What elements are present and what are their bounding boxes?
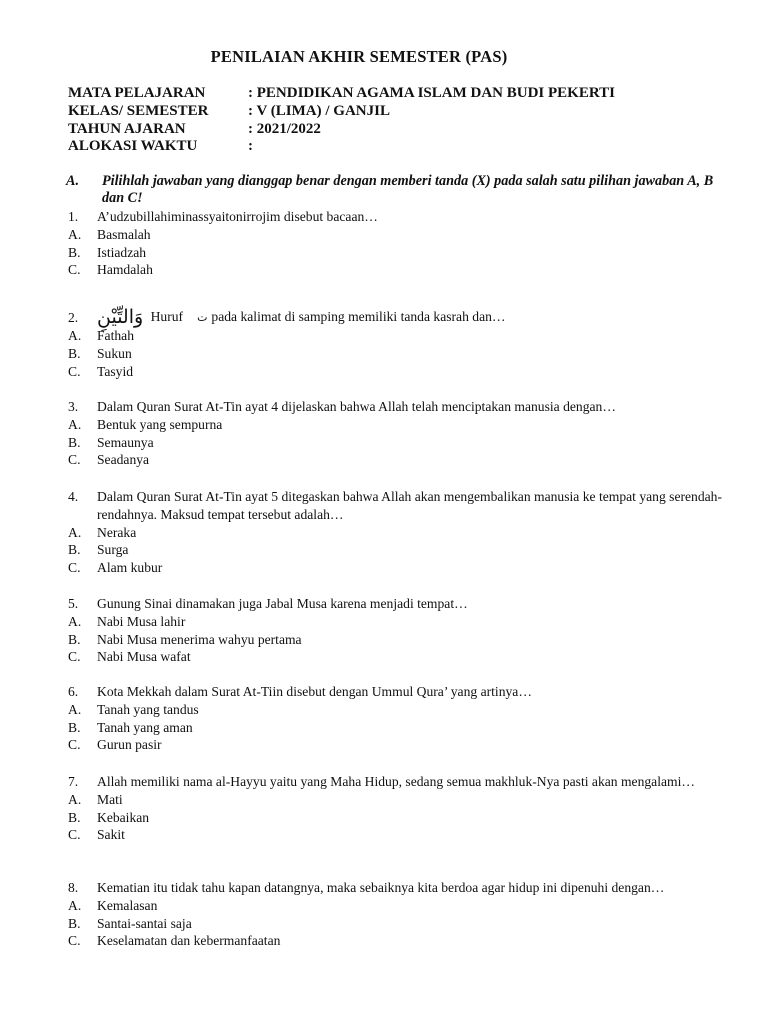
question-number: 2. (68, 310, 79, 326)
question-number: 4. (68, 489, 79, 504)
meta-row-class (68, 103, 615, 121)
option-text: Gurun pasir (97, 737, 162, 753)
option-a[interactable] (68, 791, 738, 809)
option-letter: A. (68, 897, 82, 913)
question-text: Kematian itu tidak tahu kapan datangnya, maka sebaiknya kita berdoa agar hidup ini dipenuhi dengan… (97, 880, 665, 895)
meta-row-subject (68, 85, 615, 103)
question-5 (68, 595, 738, 666)
option-letter: A. (68, 328, 82, 343)
question-6 (68, 683, 738, 754)
option-letter: B. (68, 631, 81, 647)
instruction-letter: A. (66, 173, 80, 189)
option-c[interactable] (68, 736, 738, 754)
option-letter: C. (68, 452, 81, 468)
meta-value: : (248, 138, 253, 155)
question-1 (68, 208, 738, 279)
option-a[interactable] (68, 613, 738, 631)
option-text: Neraka (97, 524, 137, 540)
option-c[interactable] (68, 451, 738, 469)
option-letter: C. (68, 649, 81, 665)
option-a[interactable] (68, 327, 738, 345)
question-2 (68, 300, 738, 380)
option-a[interactable] (68, 701, 738, 719)
option-c[interactable] (68, 648, 738, 666)
option-letter: C. (68, 737, 81, 753)
option-letter: B. (68, 809, 81, 825)
option-text: Bentuk yang sempurna (97, 416, 223, 432)
option-text: Seadanya (97, 452, 150, 468)
option-letter: A. (68, 524, 82, 540)
option-text: Santai-santai saja (97, 915, 192, 931)
option-c[interactable] (68, 363, 738, 381)
question-number: 7. (68, 774, 79, 789)
option-text: Sukun (97, 345, 132, 361)
exam-meta (68, 85, 615, 156)
instruction-text: Pilihlah jawaban yang dianggap benar dengan memberi tanda (X) pada salah satu pilihan jawaban A, B dan C! (102, 173, 714, 206)
option-b[interactable] (68, 345, 738, 363)
option-letter: B. (68, 719, 81, 735)
option-a[interactable] (68, 226, 738, 244)
question-number: 8. (68, 880, 79, 895)
question-number: 6. (68, 684, 79, 699)
question-text: Dalam Quran Surat At-Tin ayat 4 dijelaskan bahwa Allah telah menciptakan manusia dengan… (97, 399, 616, 414)
option-letter: B. (68, 915, 81, 931)
meta-label: KELAS/ SEMESTER (68, 102, 209, 119)
question-3 (68, 398, 738, 469)
option-a[interactable] (68, 897, 738, 915)
option-letter: A. (68, 791, 82, 807)
option-text: Nabi Musa wafat (97, 649, 191, 665)
option-letter: C. (68, 363, 81, 379)
question-text: pada kalimat di samping memiliki tanda kasrah dan… (211, 309, 506, 325)
option-text: Hamdalah (97, 262, 153, 278)
option-text: Istiadzah (97, 244, 147, 260)
option-text: Tasyid (97, 363, 134, 379)
option-c[interactable] (68, 261, 738, 279)
option-letter: C. (68, 262, 81, 278)
meta-row-year (68, 121, 615, 139)
meta-label: TAHUN AJARAN (68, 120, 186, 137)
option-b[interactable] (68, 719, 738, 737)
question-text: Gunung Sinai dinamakan juga Jabal Musa karena menjadi tempat… (97, 596, 468, 611)
option-a[interactable] (68, 524, 738, 542)
question-prefix: Huruf (150, 309, 184, 325)
option-b[interactable] (68, 434, 738, 452)
question-number: 3. (68, 399, 79, 414)
meta-value: : V (LIMA) / GANJIL (248, 102, 390, 119)
meta-value: : 2021/2022 (248, 120, 321, 137)
option-b[interactable] (68, 915, 738, 933)
option-text: Nabi Musa lahir (97, 613, 186, 629)
option-letter: A. (68, 416, 82, 432)
option-text: Keselamatan dan kebermanfaatan (97, 933, 281, 949)
instruction (66, 173, 726, 207)
option-c[interactable] (68, 826, 738, 844)
option-letter: B. (68, 434, 81, 450)
option-letter: A. (68, 226, 82, 242)
option-c[interactable] (68, 559, 738, 577)
option-letter: B. (68, 345, 81, 361)
option-b[interactable] (68, 631, 738, 649)
question-number: 5. (68, 596, 79, 611)
option-text: Nabi Musa menerima wahyu pertama (97, 631, 302, 647)
option-letter: B. (68, 542, 81, 558)
option-text: Kemalasan (97, 897, 158, 913)
arabic-letter: ت (197, 311, 208, 325)
option-text: Semaunya (97, 434, 154, 450)
option-b[interactable] (68, 809, 738, 827)
option-b[interactable] (68, 244, 738, 262)
option-letter: C. (68, 827, 81, 843)
option-text: Tanah yang tandus (97, 701, 199, 717)
option-letter: C. (68, 560, 81, 576)
question-4 (68, 488, 738, 577)
question-7 (68, 773, 738, 844)
option-text: Basmalah (97, 226, 151, 242)
meta-value: : PENDIDIKAN AGAMA ISLAM DAN BUDI PEKERTI (248, 85, 616, 101)
meta-label: ALOKASI WAKTU (68, 138, 198, 155)
question-8 (68, 879, 738, 950)
question-text: Kota Mekkah dalam Surat At-Tiin disebut dengan Ummul Qura’ yang artinya… (97, 684, 532, 699)
meta-row-time (68, 138, 615, 156)
meta-label: MATA PELAJARAN (68, 85, 206, 101)
option-b[interactable] (68, 541, 738, 559)
option-text: Surga (97, 542, 129, 558)
option-text: Tanah yang aman (97, 719, 193, 735)
option-c[interactable] (68, 932, 738, 950)
option-text: Sakit (97, 827, 125, 843)
option-text: Alam kubur (97, 560, 163, 576)
option-letter: C. (68, 933, 81, 949)
question-number: 1. (68, 209, 79, 224)
question-text: Dalam Quran Surat At-Tin ayat 5 ditegaskan bahwa Allah akan mengembalikan manusia ke tempat yang serendah-rendahnya. Maksud tempat tersebut adalah… (97, 489, 723, 522)
option-text: Mati (97, 791, 123, 807)
page-title: PENILAIAN AKHIR SEMESTER (PAS) (210, 47, 508, 66)
option-text: Fathah (97, 328, 134, 343)
option-a[interactable] (68, 416, 738, 434)
question-text: Allah memiliki nama al-Hayyu yaitu yang Maha Hidup, sedang semua makhluk-Nya pasti akan mengalami… (97, 774, 695, 789)
option-text: Kebaikan (97, 809, 150, 825)
option-letter: B. (68, 244, 81, 260)
option-letter: A. (68, 701, 82, 717)
arabic-word: وَالتِّيْنِ (97, 306, 144, 329)
option-letter: A. (68, 613, 82, 629)
question-text: A’udzubillahiminassyaitonirrojim disebut bacaan… (97, 209, 378, 224)
